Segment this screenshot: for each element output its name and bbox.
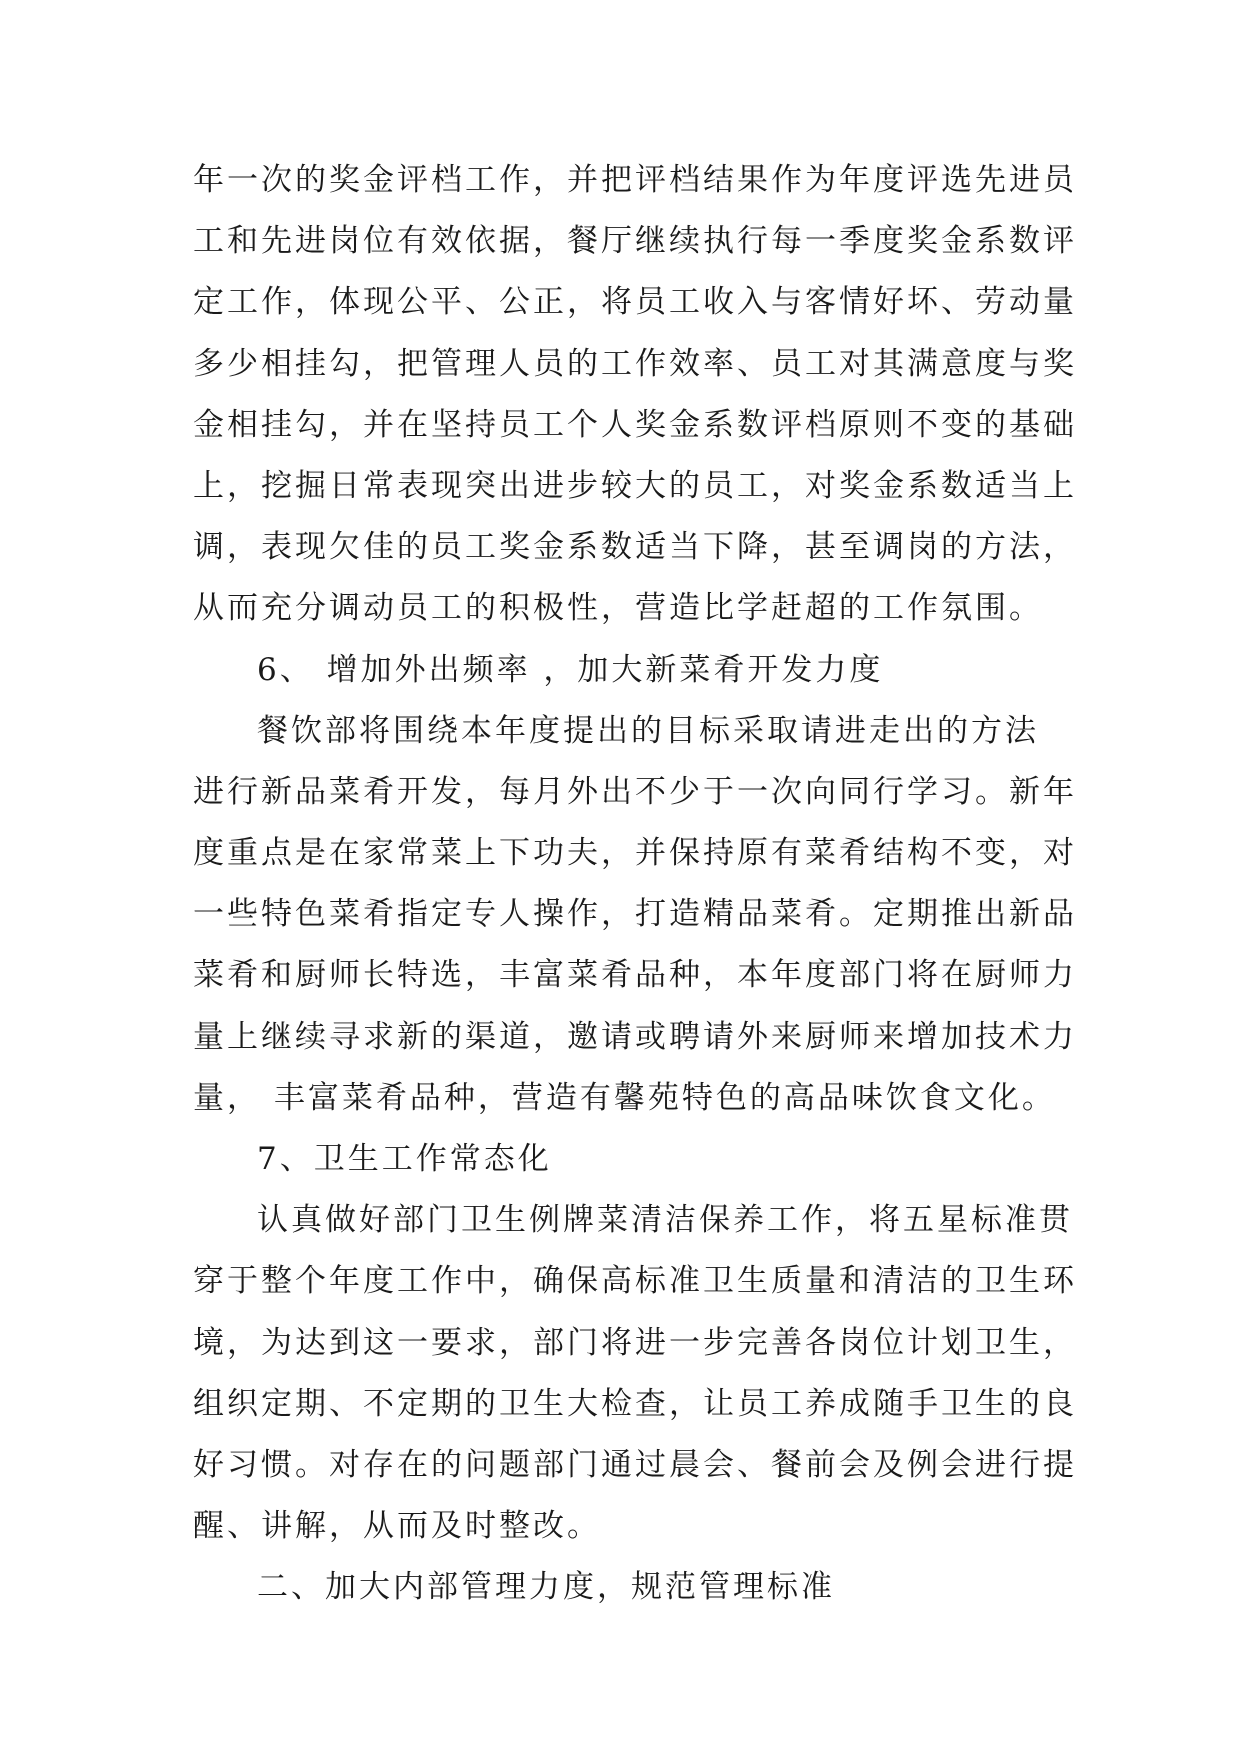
body-line: 年一次的奖金评档工作，并把评档结果作为年度评选先进员 xyxy=(193,162,1077,198)
body-line: 调，表现欠佳的员工奖金系数适当下降，甚至调岗的方法， xyxy=(193,529,1077,566)
body-line: 定工作，体现公平、公正，将员工收入与客情好坏、劳动量 xyxy=(193,284,1077,321)
body-line: 组织定期、不定期的卫生大检查，让员工养成随手卫生的良 xyxy=(193,1385,1077,1422)
body-line: 多少相挂勾，把管理人员的工作效率、员工对其满意度与奖 xyxy=(193,345,1077,382)
body-line: 工和先进岗位有效依据，餐厅继续执行每一季度奖金系数评 xyxy=(193,223,1077,260)
body-line: 穿于整个年度工作中，确保高标准卫生质量和清洁的卫生环 xyxy=(193,1263,1077,1300)
body-line: 醒、讲解，从而及时整改。 xyxy=(193,1508,601,1545)
document-body xyxy=(193,150,1077,1619)
body-line: 境，为达到这一要求，部门将进一步完善各岗位计划卫生， xyxy=(193,1324,1077,1361)
body-line: 度重点是在家常菜上下功夫，并保持原有菜肴结构不变，对 xyxy=(193,835,1077,872)
body-line: 餐饮部将围绕本年度提出的目标采取请进走出的方法 xyxy=(257,712,1039,749)
body-line: 金相挂勾，并在坚持员工个人奖金系数评档原则不变的基础 xyxy=(193,406,1077,443)
body-line: 量， 丰富菜肴品种，营造有馨苑特色的高品味饮食文化。 xyxy=(193,1079,1056,1116)
body-line: 进行新品菜肴开发，每月外出不少于一次向同行学习。新年 xyxy=(193,773,1077,810)
body-line: 认真做好部门卫生例牌菜清洁保养工作，将五星标准贯 xyxy=(257,1202,1073,1239)
body-line: 量上继续寻求新的渠道，邀请或聘请外来厨师来增加技术力 xyxy=(193,1018,1077,1055)
section-heading: 7、卫生工作常态化 xyxy=(257,1141,552,1177)
body-line: 好习惯。对存在的问题部门通过晨会、餐前会及例会进行提 xyxy=(193,1446,1077,1483)
section-heading: 6、 增加外出频率 ，加大新菜肴开发力度 xyxy=(257,651,884,688)
body-line: 菜肴和厨师长特选，丰富菜肴品种，本年度部门将在厨师力 xyxy=(193,957,1077,994)
body-line: 一些特色菜肴指定专人操作，打造精品菜肴。定期推出新品 xyxy=(193,896,1077,933)
body-line: 上，挖掘日常表现突出进步较大的员工，对奖金系数适当上 xyxy=(193,467,1077,504)
section-heading: 二、加大内部管理力度，规范管理标准 xyxy=(257,1569,835,1606)
body-line: 从而充分调动员工的积极性，营造比学赶超的工作氛围。 xyxy=(193,590,1043,627)
